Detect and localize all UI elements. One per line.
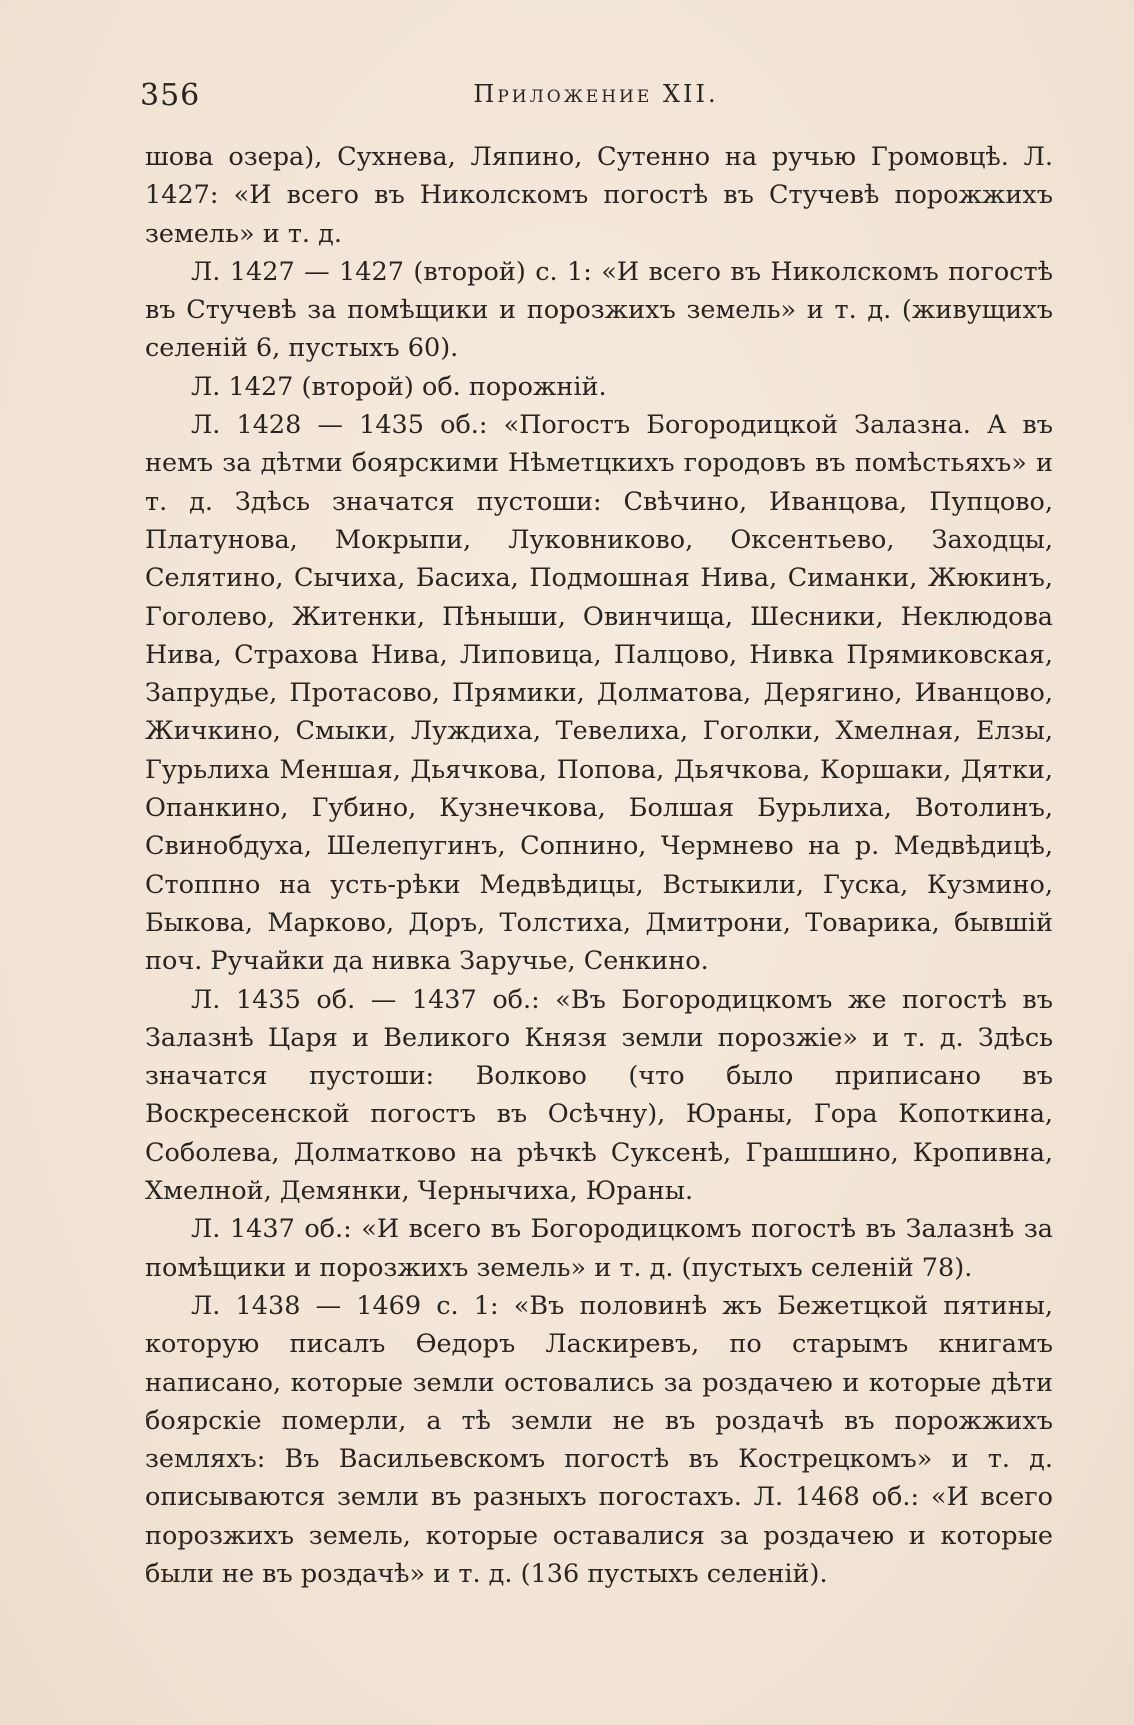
paragraph-continuation: шова озера), Сухнева, Ляпино, Сутенно на ручью Громовцѣ. Л. 1427: «И всего въ Николскомъ погостѣ въ Стучевѣ порожжихъ земель» и т. д.: [145, 142, 1053, 249]
page-number: 356: [140, 78, 201, 113]
page-header-title: Приложение XII.: [473, 80, 719, 108]
body-text: [145, 138, 1053, 1593]
paragraph-entry: Л. 1438 — 1469 с. 1: «Въ половинѣ жъ Бежетцкой пятины, которую писалъ Ѳедоръ Ласкиревъ, по старымъ книгамъ написано, которые земли остовались за роздачею и которые дѣти боярскіе померли, а тѣ земли не въ роздачѣ въ порожжихъ земляхъ: Въ Васильевскомъ погостѣ въ Кострецкомъ» и т. д. описываются земли въ разныхъ погостахъ. Л. 1468 об.: «И всего порозжихъ земель, которые оставалися за роздачею и которые были не въ роздачѣ» и т. д. (136 пустыхъ селеній).: [145, 1290, 1053, 1589]
paragraph-entry: Л. 1428 — 1435 об.: «Погостъ Богородицкой Залазна. А въ немъ за дѣтми боярскими Нѣметцкихъ городовъ въ помѣстьяхъ» и т. д. Здѣсь значатся пустоши: Свѣчино, Иванцова, Пупцово, Платунова, Мокрыпи, Луковниково, Оксентьево, Заходцы, Селятино, Сычиха, Басиха, Подмошная Нива, Симанки, Жюкинъ, Гоголево, Житенки, Пѣныши, Овинчища, Шесники, Неклюдова Нива, Страхова Нива, Липовица, Палцово, Нивка Прямиковская, Запрудье, Протасово, Прямики, Долматова, Дерягино, Иванцово, Жичкино, Смыки, Луждиха, Тевелиха, Гоголки, Хмелная, Елзы, Гурьлиха Меншая, Дьячкова, Попова, Дьячкова, Коршаки, Дятки, Опанкино, Губино, Кузнечкова, Болшая Бурьлиха, Вотолинъ, Свинобдуха, Шелепугинъ, Сопнино, Чермнево на р. Медвѣдицѣ, Стоппно на усть-рѣки Медвѣдицы, Встыкили, Гуска, Кузмино, Быкова, Марково, Доръ, Толстиха, Дмитрони, Товарика, бывшій поч. Ручайки да нивка Заручье, Сенкино.: [145, 410, 1053, 977]
paragraph-entry: Л. 1435 об. — 1437 об.: «Въ Богородицкомъ же погостѣ въ Залазнѣ Царя и Великого Князя земли порозжіе» и т. д. Здѣсь значатся пустоши: Волково (что было приписано въ Воскресенской погостъ въ Осѣчну), Юраны, Гора Копоткина, Соболева, Долматково на рѣчкѣ Суксенѣ, Грашшино, Кропивна, Хмелной, Демянки, Чернычиха, Юраны.: [145, 984, 1053, 1207]
paragraph-entry: Л. 1427 — 1427 (второй) с. 1: «И всего въ Николскомъ погостѣ въ Стучевѣ за помѣщики и порозжихъ земель» и т. д. (живущихъ селеній 6, пустыхъ 60).: [145, 256, 1053, 364]
paragraph-entry: Л. 1427 (второй) об. порожній.: [191, 371, 607, 402]
paragraph-entry: Л. 1437 об.: «И всего въ Богородицкомъ погостѣ въ Залазнѣ за помѣщики и порозжихъ земель» и т. д. (пустыхъ селеній 78).: [145, 1214, 1053, 1283]
running-head: [140, 78, 1052, 118]
